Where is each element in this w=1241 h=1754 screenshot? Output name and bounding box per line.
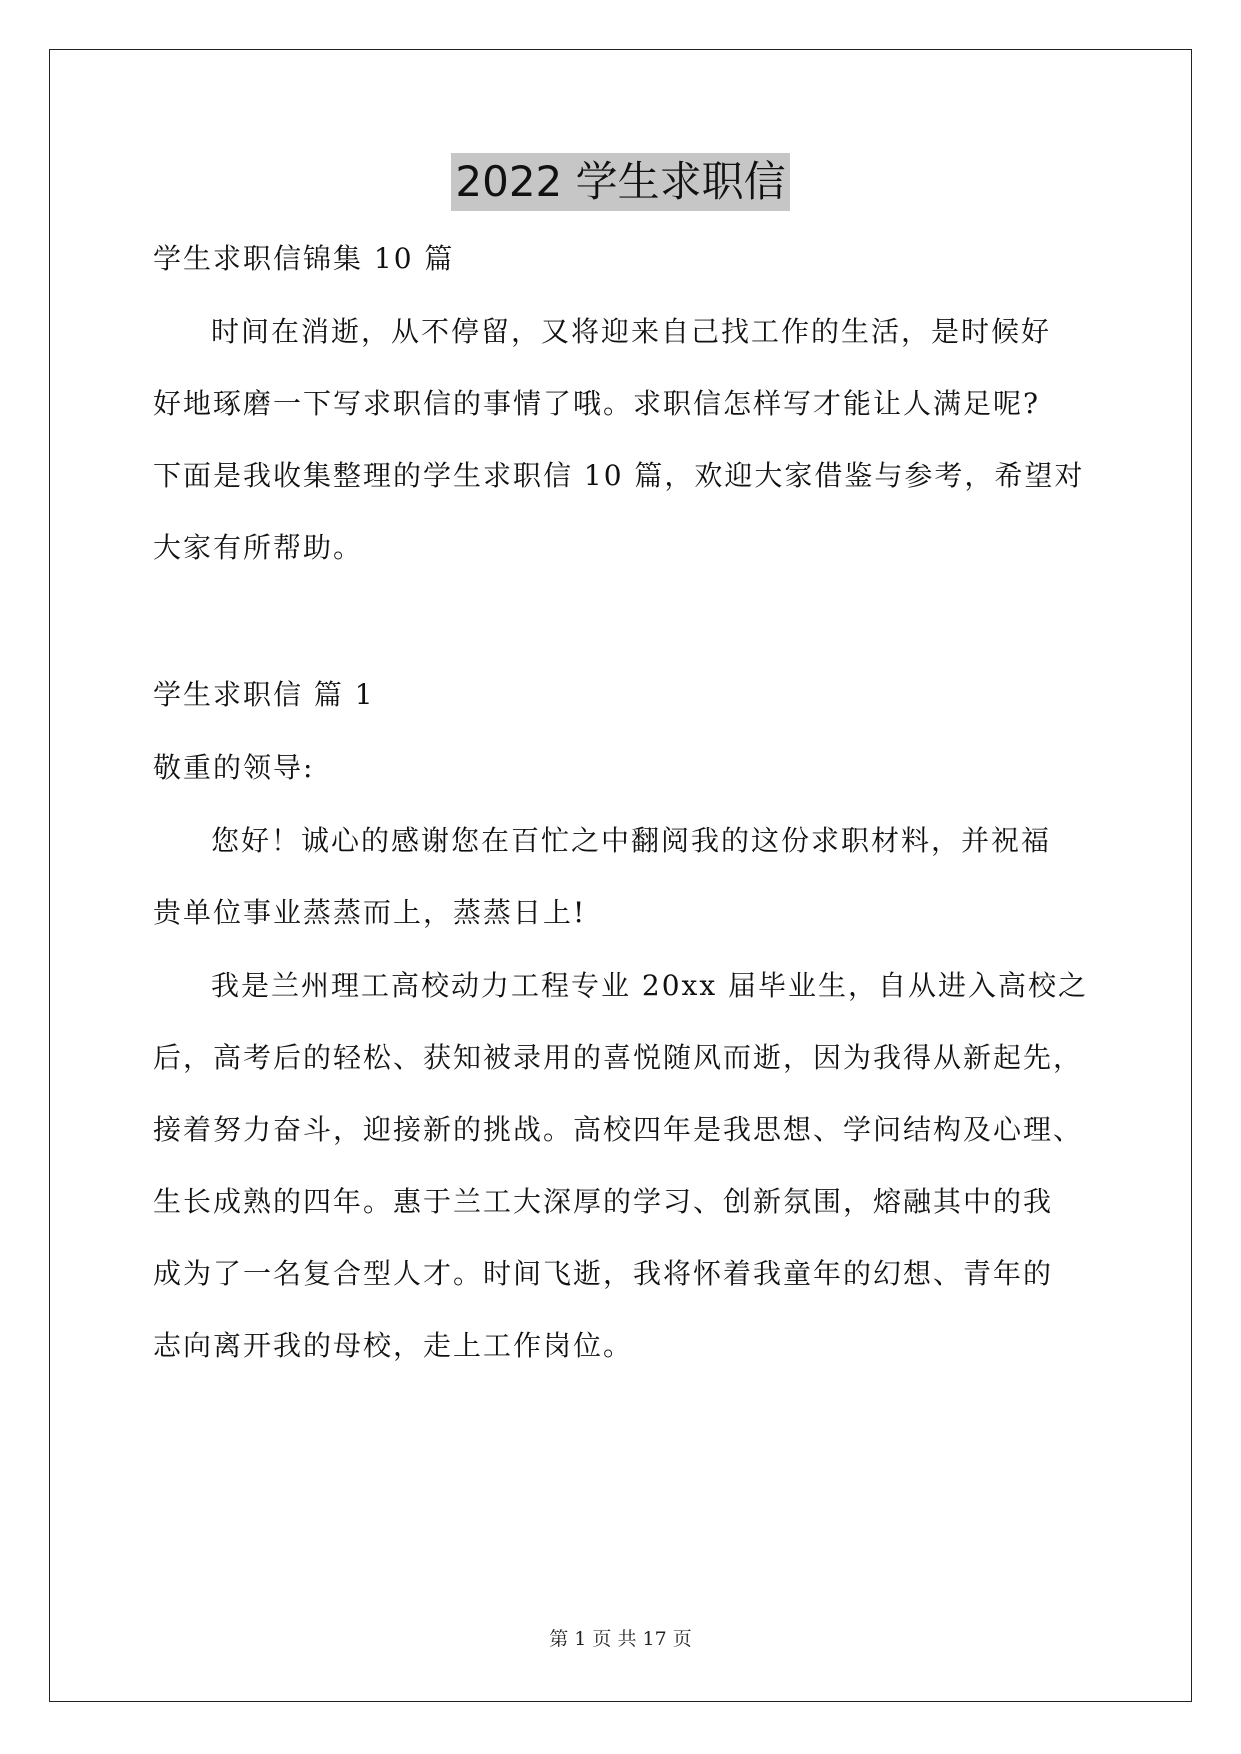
paragraph-line: 您好！诚心的感谢您在百忙之中翻阅我的这份求职材料，并祝福 [211,824,1052,857]
page-number: 第 1 页 共 17 页 [549,1628,692,1650]
title-container [0,153,1241,211]
salutation-line: 敬重的领导: [153,751,315,784]
paragraph-line: 我是兰州理工高校动力工程专业 20xx 届毕业生，自从进入高校之 [211,969,1089,1002]
paragraph-line: 成为了一名复合型人才。时间飞逝，我将怀着我童年的幻想、青年的 [153,1257,1054,1290]
intro-line: 大家有所帮助。 [153,531,364,564]
section-heading-line: 学生求职信 篇 1 [153,678,375,711]
paragraph-line: 志向离开我的母校，走上工作岗位。 [153,1329,634,1362]
paragraph-line: 生长成熟的四年。惠于兰工大深厚的学习、创新氛围，熔融其中的我 [153,1185,1054,1218]
section-heading [153,680,1088,710]
subtitle [153,244,1088,274]
paragraph-line: 贵单位事业蒸蒸而上，蒸蒸日上! [153,896,587,929]
page-footer [0,1624,1241,1651]
paragraph-1 [153,826,1088,928]
subtitle-line: 学生求职信锦集 10 篇 [153,242,455,275]
intro-line: 下面是我收集整理的学生求职信 10 篇，欢迎大家借鉴与参考，希望对 [153,459,1085,492]
paragraph-line: 接着努力奋斗，迎接新的挑战。高校四年是我思想、学问结构及心理、 [153,1113,1084,1146]
intro-paragraph [153,317,1088,563]
paragraph-2 [153,971,1088,1361]
intro-line: 好地琢磨一下写求职信的事情了哦。求职信怎样写才能让人满足呢? [153,387,1041,420]
document-title: 2022 学生求职信 [451,153,789,211]
intro-line: 时间在消逝，从不停留，又将迎来自己找工作的生活，是时候好 [211,315,1052,348]
paragraph-line: 后，高考后的轻松、获知被录用的喜悦随风而逝，因为我得从新起先， [153,1041,1084,1074]
salutation [153,753,1088,783]
